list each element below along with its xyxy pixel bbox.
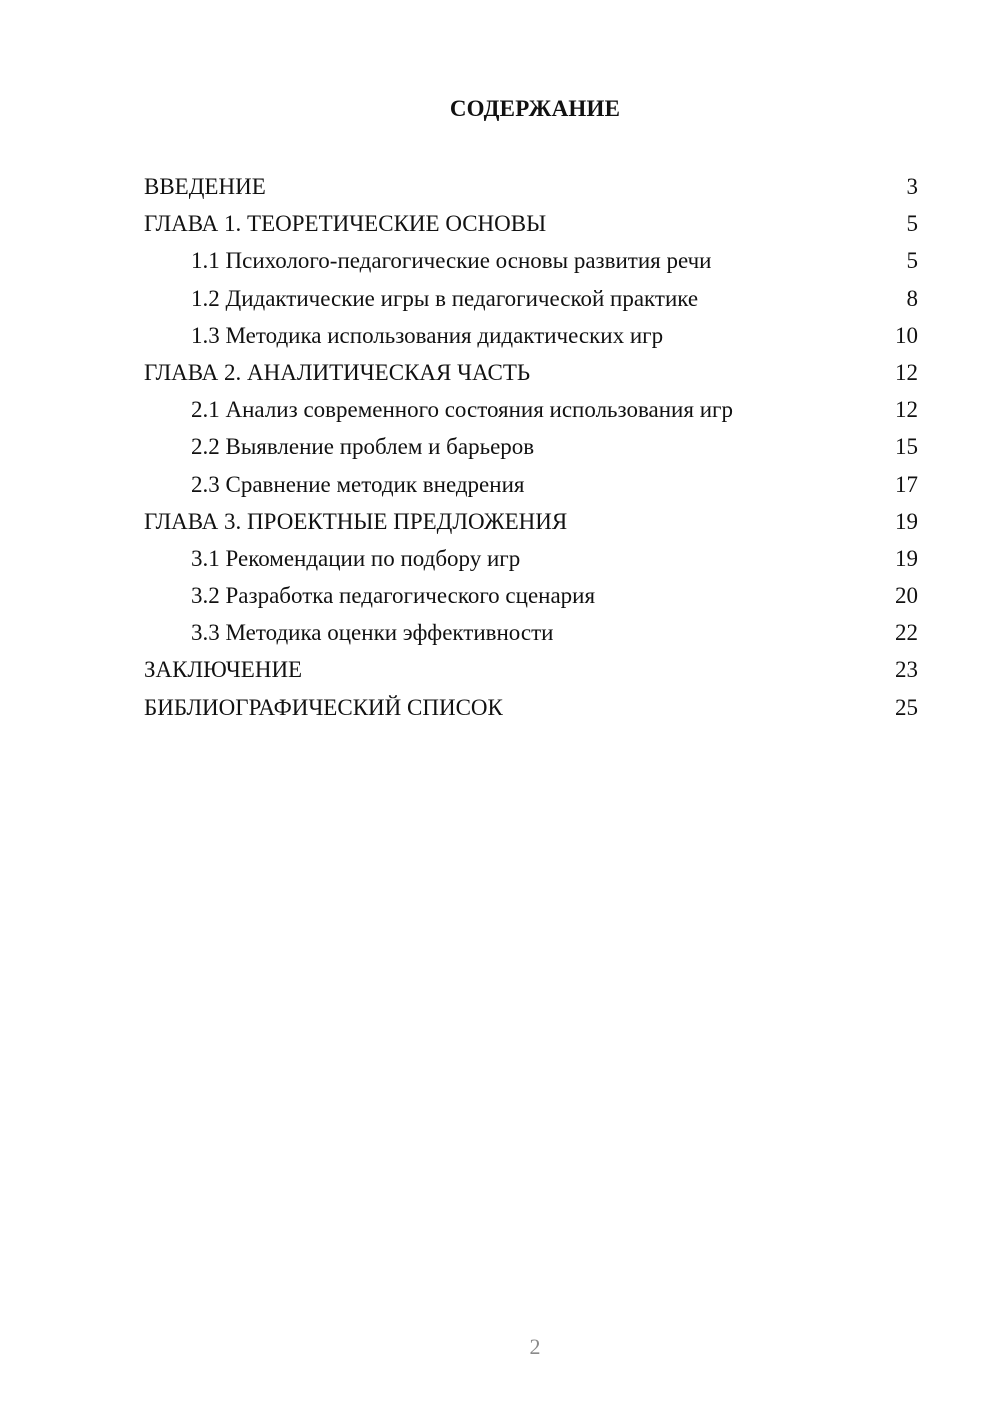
toc-entry-section-2-1 xyxy=(144,391,918,428)
toc-entry-label: БИБЛИОГРАФИЧЕСКИЙ СПИСОК xyxy=(144,694,503,720)
toc-entry-chapter-3 xyxy=(144,503,918,540)
toc-entry-page: 8 xyxy=(906,285,918,311)
toc-entry-page: 12 xyxy=(895,359,918,385)
toc-entry-section-1-3 xyxy=(144,317,918,354)
toc-entry-page: 3 xyxy=(906,174,918,199)
toc-entry-section-3-3 xyxy=(144,614,918,651)
toc-entry-page: 19 xyxy=(895,545,918,571)
toc-entry-page: 19 xyxy=(895,508,918,534)
toc-entry-bibliography xyxy=(144,689,918,726)
toc-entry-section-3-2 xyxy=(144,577,918,614)
toc-entry-label: 3.1 Рекомендации по подбору игр xyxy=(191,545,521,571)
toc-entry-label: 3.3 Методика оценки эффективности xyxy=(191,620,554,646)
toc-entry-page: 22 xyxy=(895,620,918,646)
toc-entry-label: 2.3 Сравнение методик внедрения xyxy=(191,471,525,497)
toc-entry-chapter-2 xyxy=(144,354,918,391)
toc-entry-section-2-2 xyxy=(144,428,918,465)
toc-entry-label: 1.2 Дидактические игры в педагогической практике xyxy=(191,285,699,311)
toc-entry-section-1-1 xyxy=(144,242,918,279)
toc-entry-section-3-1 xyxy=(144,540,918,577)
toc-entry-page: 12 xyxy=(895,397,918,423)
toc-entry-page: 17 xyxy=(895,471,918,497)
toc-entry-label: ГЛАВА 3. ПРОЕКТНЫЕ ПРЕДЛОЖЕНИЯ xyxy=(144,508,568,534)
toc-entry-page: 5 xyxy=(906,211,918,237)
toc-entry-conclusion xyxy=(144,651,918,688)
toc-entry-page: 10 xyxy=(895,322,918,348)
toc-entry-section-1-2 xyxy=(144,280,918,317)
page-title: СОДЕРЖАНИЕ xyxy=(449,96,621,121)
page-number: 2 xyxy=(529,1334,541,1359)
toc-entry-label: 1.3 Методика использования дидактических игр xyxy=(191,322,664,348)
toc-entry-label: ГЛАВА 1. ТЕОРЕТИЧЕСКИЕ ОСНОВЫ xyxy=(144,211,547,237)
toc-entry-introduction xyxy=(144,168,918,205)
toc-entry-chapter-1 xyxy=(144,205,918,242)
toc-entry-label: 2.2 Выявление проблем и барьеров xyxy=(191,434,535,460)
toc-entry-label: ВВЕДЕНИЕ xyxy=(144,174,266,199)
toc-entry-page: 5 xyxy=(906,248,918,274)
toc-entry-section-2-3 xyxy=(144,466,918,503)
toc-entry-label: 2.1 Анализ современного состояния использования игр xyxy=(191,397,733,423)
toc-entry-page: 15 xyxy=(895,434,918,460)
toc-entry-label: ЗАКЛЮЧЕНИЕ xyxy=(144,657,303,683)
toc-entry-page: 23 xyxy=(895,657,918,683)
toc-entry-page: 20 xyxy=(895,583,918,609)
toc-entry-label: ГЛАВА 2. АНАЛИТИЧЕСКАЯ ЧАСТЬ xyxy=(144,359,531,385)
table-of-contents xyxy=(144,168,918,726)
toc-entry-label: 1.1 Психолого-педагогические основы развития речи xyxy=(191,248,712,274)
toc-entry-label: 3.2 Разработка педагогического сценария xyxy=(191,583,596,609)
toc-entry-page: 25 xyxy=(895,694,918,720)
